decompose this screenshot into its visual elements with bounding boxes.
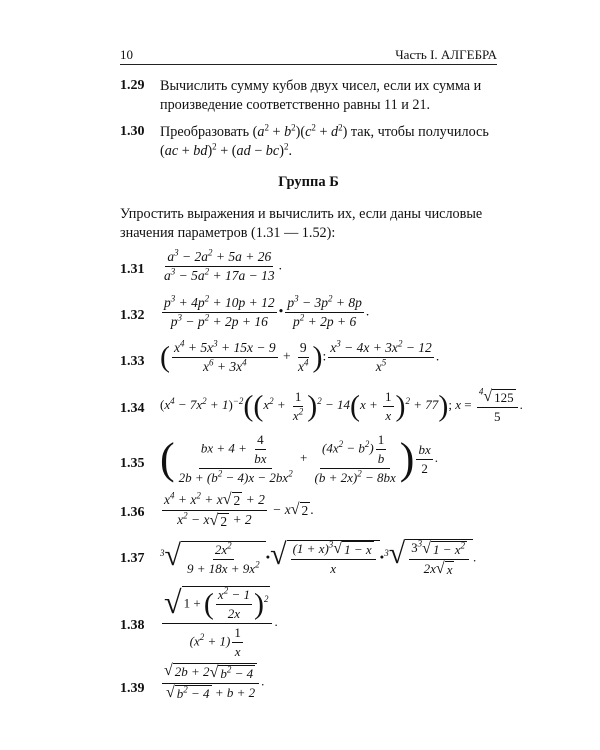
problem-number: 1.35 <box>120 456 145 471</box>
expression-1-36: $x^4 + x^2 + x$ √ 2 + 2 $x^2 - x$ √ 2 + 2 − x √ 2 . <box>164 490 314 529</box>
group-title: Группа Б <box>278 174 339 190</box>
text-line: Вычислить сумму кубов двух чисел, если их сумма и <box>160 78 482 94</box>
problem-number: 1.33 <box>120 354 145 369</box>
problem-1-30-text: Преобразовать $(a^2 + b^2)(c^2 + d^2)$ так, чтобы получилось (ac + bd)$^2$ + (ad − bc)$^2$. <box>160 122 489 159</box>
text-line: произведение соответственно равны 11 и 21. <box>160 97 431 113</box>
intro-text <box>120 205 500 243</box>
expression-1-38: √ 1 + ( $\frac{x^2 - 1}{2x}$ )$^2$ $(x^2 + 1)$ $\frac{1}{x}$ . <box>164 584 278 659</box>
text-fragment: так, чтобы получилось <box>350 124 489 140</box>
problem-number: 1.37 <box>120 551 145 566</box>
expression-1-39: √ 2b + 2 √ $b^2 - 4$ √ $b^2 - 4$ + b + 2 . <box>164 662 265 702</box>
problem-number: 1.30 <box>120 124 145 139</box>
text-fragment: Преобразовать <box>160 124 250 140</box>
problem-number: 1.29 <box>120 78 145 93</box>
text-line: Упростить выражения и вычислить их, если даны числовые <box>120 206 483 222</box>
text-line: значения параметров (1.31 — 1.52): <box>120 225 336 241</box>
expression-1-33: ( $\frac{x^4 + 5x^3 + 15x - 9}{x^6 + 3x^4}$ + $\frac{9}{x^4}$ ): $\frac{x^3 - 4x + 3x^2 - 12}{x^5}$ . <box>160 338 440 374</box>
expression-1-32: $\frac{p^3 + 4p^2 + 10p + 12}{p^3 - p^2 + 2p + 16}$ • $\frac{p^3 - 3p^2 + 8p}{p^2 + 2p + 6}$ . <box>164 293 370 329</box>
running-header: Часть I. АЛГЕБРА <box>395 47 497 62</box>
header-rule <box>120 64 497 65</box>
problem-number: 1.31 <box>120 262 145 277</box>
problem-number: 1.38 <box>120 618 145 633</box>
problem-number: 1.32 <box>120 308 145 323</box>
problem-number: 1.36 <box>120 505 145 520</box>
page-number: 10 <box>120 47 133 62</box>
expression-1-37: $^3$ √ $\frac{2x^2}{9 + 18x + 9x^2}$ • √ $(1 + x)^3$ √ 1 − x x •$^3$ √ $3^3$ √ $1 - x^2$ 2x √ x . <box>160 537 477 578</box>
problem-1-29-text <box>160 77 500 115</box>
expression-1-31: $\frac{a^3 - 2a^2 + 5a + 26}{a^3 - 5a^2 + 17a - 13}$ . <box>164 247 282 283</box>
problem-number: 1.34 <box>120 401 145 416</box>
expression-1-34: $(x^4 - 7x^2 + 1)^{-2}((x^2$ + $\frac{1}{x^2}$ )$^2$ − 14(x + $\frac{1}{x}$ )$^2$ + 77); x = $^4$ √ 125 5 . <box>160 386 523 424</box>
expression-1-35: ( bx + 4 + $\frac{4}{bx}$ $2b + (b^2 - 4)x - 2bx^2$ + $(4x^2 - b^2)$ $\frac{1}{b}$ $(b + 2x)^2 - 8bx$ ) $\frac{bx}{2}$ . <box>160 432 438 485</box>
problem-number: 1.39 <box>120 681 145 696</box>
